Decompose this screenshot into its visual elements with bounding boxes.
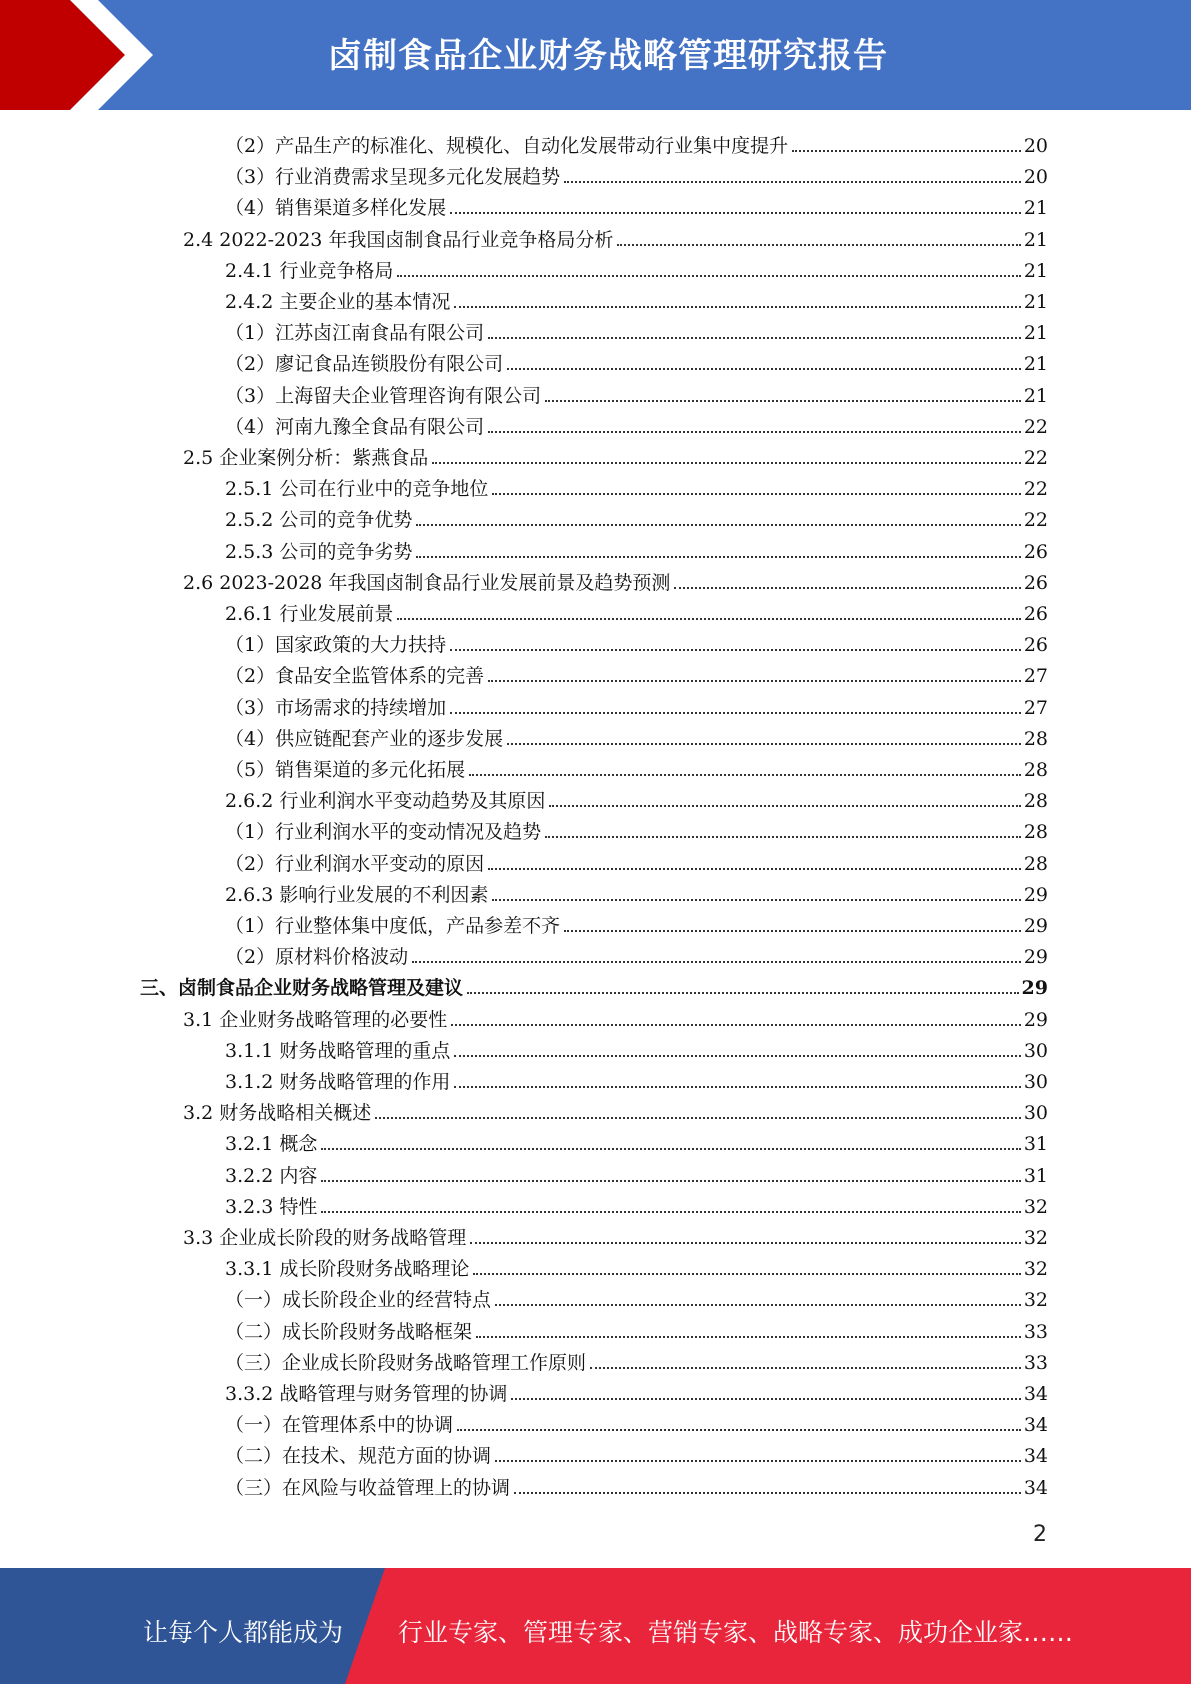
toc-entry-page: 20: [1023, 166, 1048, 189]
toc-leader-dots: [467, 992, 1019, 994]
toc-leader-dots: [507, 743, 1021, 745]
toc-entry-label: （二）在技术、规范方面的协调: [225, 1445, 492, 1468]
toc-entry[interactable]: [225, 377, 1048, 408]
toc-leader-dots: [617, 244, 1020, 246]
toc-leader-dots: [507, 368, 1021, 370]
toc-entry-page: 21: [1023, 228, 1048, 251]
toc-entry[interactable]: [225, 345, 1048, 376]
toc-entry-page: 28: [1023, 727, 1048, 750]
toc-leader-dots: [549, 805, 1020, 807]
toc-entry-label: 2.5 企业案例分析：紫燕食品: [183, 447, 429, 469]
toc-entry-page: 32: [1023, 1258, 1048, 1281]
toc-entry-label: （3）上海留夫企业管理咨询有限公司: [225, 384, 542, 407]
toc-leader-dots: [470, 1242, 1021, 1244]
toc-entry-label: （5）销售渠道的多元化拓展: [225, 759, 466, 781]
toc-entry[interactable]: [225, 189, 1048, 220]
toc-entry-label: 3.1.1 财务战略管理的重点: [225, 1039, 451, 1062]
toc-entry[interactable]: [225, 1125, 1048, 1156]
toc-leader-dots: [457, 1429, 1021, 1431]
toc-entry-label: 3.2.2 内容: [225, 1164, 318, 1187]
toc-entry-page: 22: [1023, 447, 1048, 469]
toc-entry[interactable]: [225, 782, 1048, 813]
toc-entry-page: 22: [1023, 415, 1048, 438]
toc-entry-label: （二）成长阶段财务战略框架: [225, 1320, 473, 1343]
toc-entry-label: 2.5.2 公司的竞争优势: [225, 509, 413, 532]
toc-leader-dots: [545, 836, 1021, 838]
toc-entry[interactable]: [225, 470, 1048, 501]
toc-entry-page: 29: [1023, 946, 1048, 969]
toc-leader-dots: [590, 1367, 1021, 1369]
toc-leader-dots: [412, 961, 1021, 963]
toc-entry-label: （1）江苏卤江南食品有限公司: [225, 322, 485, 345]
toc-entry[interactable]: [183, 564, 1048, 595]
toc-entry-label: 2.4 2022-2023 年我国卤制食品行业竞争格局分析: [183, 228, 614, 251]
toc-entry-label: （1）国家政策的大力扶持: [225, 634, 447, 657]
toc-leader-dots: [432, 462, 1021, 464]
toc-entry-page: 32: [1023, 1195, 1048, 1218]
toc-entry-page: 26: [1023, 540, 1048, 563]
toc-entry[interactable]: [183, 1219, 1048, 1250]
toc-leader-dots: [514, 1492, 1021, 1494]
toc-entry[interactable]: [225, 751, 1048, 782]
toc-entry[interactable]: [183, 439, 1048, 470]
toc-leader-dots: [397, 275, 1020, 277]
toc-entry-page: 26: [1023, 634, 1048, 657]
toc-entry-label: （2）原材料价格波动: [225, 946, 409, 969]
toc-entry-label: 3.2.3 特性: [225, 1195, 318, 1218]
toc-entry-label: （1）行业利润水平的变动情况及趋势: [225, 821, 542, 844]
toc-entry[interactable]: [225, 938, 1048, 969]
footer-slogan-right: 行业专家、管理专家、营销专家、战略专家、成功企业家……: [398, 1618, 1074, 1647]
toc-entry-label: （三）企业成长阶段财务战略管理工作原则: [225, 1351, 587, 1374]
toc-entry[interactable]: [183, 1001, 1048, 1032]
toc-entry[interactable]: [225, 127, 1048, 158]
toc-entry-page: 27: [1023, 696, 1048, 719]
toc-entry-page: 28: [1023, 759, 1048, 781]
toc-leader-dots: [473, 1273, 1020, 1275]
toc-entry[interactable]: [183, 1094, 1048, 1125]
toc-entry-page: 20: [1023, 135, 1048, 157]
toc-leader-dots: [488, 431, 1021, 433]
toc-entry-page: 30: [1023, 1071, 1048, 1093]
toc-entry[interactable]: [225, 813, 1048, 844]
toc-entry-page: 26: [1023, 571, 1048, 594]
toc-leader-dots: [454, 1086, 1020, 1088]
toc-entry[interactable]: [225, 1188, 1048, 1219]
toc-entry-page: 27: [1023, 665, 1048, 688]
toc-entry-page: 32: [1023, 1227, 1048, 1249]
toc-entry-page: 29: [1023, 1008, 1048, 1031]
toc-entry[interactable]: [225, 1406, 1048, 1437]
toc-entry-label: （2）食品安全监管体系的完善: [225, 665, 485, 688]
toc-entry-label: 3.2 财务战略相关概述: [183, 1102, 372, 1125]
toc-entry-page: 31: [1023, 1133, 1048, 1156]
toc-leader-dots: [564, 930, 1021, 932]
toc-entry[interactable]: [225, 1063, 1048, 1094]
toc-entry-page: 29: [1021, 977, 1048, 1000]
toc-leader-dots: [792, 150, 1021, 152]
toc-entry-page: 22: [1023, 509, 1048, 532]
toc-entry[interactable]: [225, 907, 1048, 938]
toc-leader-dots: [492, 899, 1020, 901]
toc-leader-dots: [488, 337, 1021, 339]
toc-entry[interactable]: [225, 408, 1048, 439]
toc-entry[interactable]: [225, 1344, 1048, 1375]
toc-leader-dots: [321, 1180, 1020, 1182]
toc-entry-label: 2.6.3 影响行业发展的不利因素: [225, 883, 489, 906]
footer-band: [0, 1568, 1191, 1684]
toc-entry-page: 28: [1023, 790, 1048, 813]
toc-leader-dots: [488, 868, 1021, 870]
toc-leader-dots: [492, 493, 1020, 495]
toc-entry[interactable]: [225, 1437, 1048, 1468]
toc-entry[interactable]: [225, 158, 1048, 189]
toc-leader-dots: [450, 712, 1021, 714]
toc-entry[interactable]: [225, 657, 1048, 688]
toc-entry-page: 34: [1023, 1445, 1048, 1468]
toc-entry-page: 29: [1023, 883, 1048, 906]
toc-leader-dots: [416, 556, 1020, 558]
toc-leader-dots: [674, 587, 1020, 589]
toc-entry-page: 34: [1023, 1414, 1048, 1437]
toc-entry-page: 21: [1023, 322, 1048, 345]
toc-entry-page: 29: [1023, 915, 1048, 937]
toc-entry[interactable]: [140, 969, 1048, 1000]
toc-leader-dots: [511, 1398, 1020, 1400]
toc-entry-label: 2.4.2 主要企业的基本情况: [225, 291, 451, 313]
toc-entry[interactable]: [225, 1313, 1048, 1344]
toc-entry[interactable]: [225, 689, 1048, 720]
toc-entry-label: 2.6.1 行业发展前景: [225, 603, 394, 625]
toc-leader-dots: [451, 1024, 1021, 1026]
toc-leader-dots: [450, 649, 1021, 651]
toc-entry-page: 21: [1023, 259, 1048, 282]
toc-entry-label: （1）行业整体集中度低，产品参差不齐: [225, 915, 561, 937]
toc-entry-page: 32: [1023, 1289, 1048, 1312]
toc-entry-label: （2）产品生产的标准化、规模化、自动化发展带动行业集中度提升: [225, 135, 789, 157]
toc-entry-label: 2.5.3 公司的竞争劣势: [225, 540, 413, 563]
toc-entry[interactable]: [225, 1281, 1048, 1312]
toc-entry[interactable]: [225, 314, 1048, 345]
toc-leader-dots: [469, 774, 1021, 776]
toc-entry-label: （2）行业利润水平变动的原因: [225, 852, 485, 875]
toc-leader-dots: [564, 181, 1021, 183]
toc-entry-page: 26: [1023, 603, 1048, 625]
toc-entry-label: 2.6 2023-2028 年我国卤制食品行业发展前景及趋势预测: [183, 571, 671, 594]
toc-entry[interactable]: [225, 533, 1048, 564]
toc-entry-page: 31: [1023, 1164, 1048, 1187]
toc-leader-dots: [545, 400, 1021, 402]
toc-entry-page: 22: [1023, 478, 1048, 501]
toc-entry-page: 28: [1023, 852, 1048, 875]
toc-entry[interactable]: [183, 221, 1048, 252]
toc-entry-label: （一）成长阶段企业的经营特点: [225, 1289, 492, 1312]
toc-leader-dots: [397, 618, 1020, 620]
toc-entry-label: 3.1.2 财务战略管理的作用: [225, 1071, 451, 1093]
toc-entry-page: 33: [1023, 1351, 1048, 1374]
toc-entry-label: 2.6.2 行业利润水平变动趋势及其原因: [225, 790, 546, 813]
toc-leader-dots: [375, 1117, 1021, 1119]
toc-entry[interactable]: [225, 1157, 1048, 1188]
toc-entry-label: （4）河南九豫全食品有限公司: [225, 415, 485, 438]
toc-leader-dots: [454, 306, 1020, 308]
toc-leader-dots: [476, 1336, 1021, 1338]
toc-entry[interactable]: [225, 876, 1048, 907]
footer-slogan-left: 让每个人都能成为: [143, 1618, 344, 1647]
toc-entry-label: （2）廖记食品连锁股份有限公司: [225, 353, 504, 376]
toc-leader-dots: [416, 524, 1020, 526]
toc-entry[interactable]: [225, 595, 1048, 626]
toc-entry[interactable]: [225, 1250, 1048, 1281]
toc-entry-page: 34: [1023, 1383, 1048, 1405]
toc-leader-dots: [321, 1148, 1020, 1150]
toc-entry-page: 21: [1023, 353, 1048, 376]
header-band: [0, 0, 1191, 110]
toc-entry-label: （4）供应链配套产业的逐步发展: [225, 727, 504, 750]
toc-entry-page: 28: [1023, 821, 1048, 844]
toc-entry[interactable]: [225, 626, 1048, 657]
toc-entry-page: 21: [1023, 197, 1048, 220]
toc-entry[interactable]: [225, 1375, 1048, 1406]
toc-entry-page: 21: [1023, 384, 1048, 407]
toc-entry-label: 3.1 企业财务战略管理的必要性: [183, 1008, 448, 1031]
toc-entry-label: （一）在管理体系中的协调: [225, 1414, 454, 1437]
report-title: 卤制食品企业财务战略管理研究报告: [328, 36, 888, 76]
toc-entry[interactable]: [225, 845, 1048, 876]
toc-entry-page: 21: [1023, 291, 1048, 313]
toc-entry-label: 3.2.1 概念: [225, 1133, 318, 1156]
toc-entry[interactable]: [225, 252, 1048, 283]
toc-entry[interactable]: [225, 501, 1048, 532]
toc-entry-label: 三、卤制食品企业财务战略管理及建议: [140, 977, 464, 1000]
toc-leader-dots: [454, 1055, 1020, 1057]
page-number: 2: [1033, 1522, 1047, 1547]
toc-leader-dots: [450, 212, 1021, 214]
toc-entry[interactable]: [225, 1032, 1048, 1063]
toc-entry[interactable]: [225, 1469, 1048, 1500]
toc-entry-label: 3.3.1 成长阶段财务战略理论: [225, 1258, 470, 1281]
toc-leader-dots: [488, 680, 1021, 682]
toc-entry[interactable]: [225, 720, 1048, 751]
toc-entry-label: 2.4.1 行业竞争格局: [225, 259, 394, 282]
toc-entry-label: （3）市场需求的持续增加: [225, 696, 447, 719]
toc-leader-dots: [495, 1304, 1021, 1306]
toc-entry-label: （三）在风险与收益管理上的协调: [225, 1476, 511, 1499]
toc-entry-label: 3.3.2 战略管理与财务管理的协调: [225, 1383, 508, 1405]
toc-entry-label: 2.5.1 公司在行业中的竞争地位: [225, 478, 489, 501]
toc-leader-dots: [495, 1460, 1021, 1462]
toc-leader-dots: [321, 1211, 1020, 1213]
toc-entry-label: （4）销售渠道多样化发展: [225, 197, 447, 220]
toc-entry-label: 3.3 企业成长阶段的财务战略管理: [183, 1227, 467, 1249]
toc-entry-label: （3）行业消费需求呈现多元化发展趋势: [225, 166, 561, 189]
toc-entry[interactable]: [225, 283, 1048, 314]
toc-entry-page: 34: [1023, 1476, 1048, 1499]
toc-entry-page: 30: [1023, 1102, 1048, 1125]
toc-entry-page: 33: [1023, 1320, 1048, 1343]
toc-entry-page: 30: [1023, 1039, 1048, 1062]
